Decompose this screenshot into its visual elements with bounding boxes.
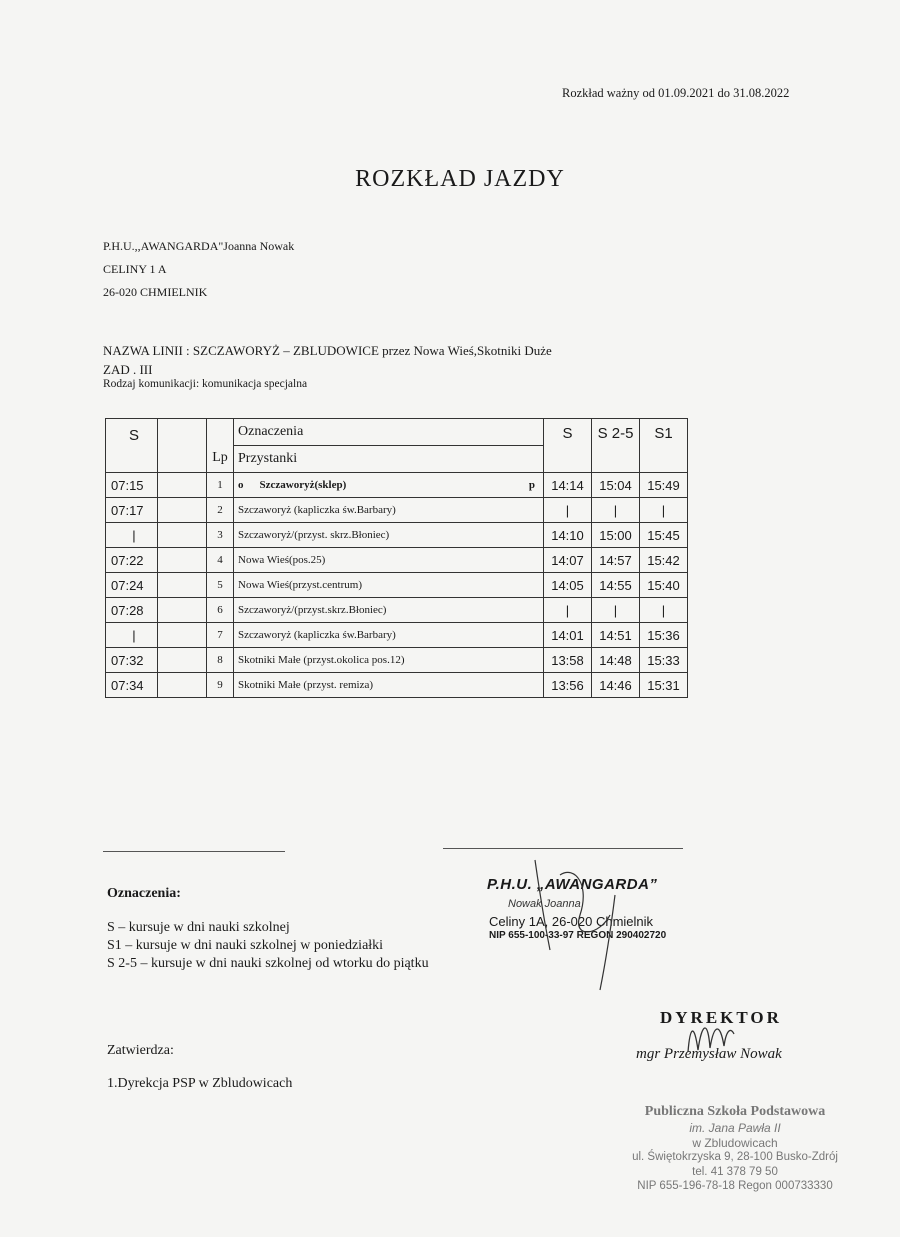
- time-s1: 15:40: [640, 573, 688, 598]
- table-row: [106, 498, 688, 523]
- stop-number: 9: [207, 673, 234, 698]
- school-stamp-line4: ul. Świętokrzyska 9, 28-100 Busko-Zdrój: [632, 1151, 838, 1163]
- legend-title: Oznaczenia:: [107, 886, 181, 901]
- stop-number: 1: [207, 473, 234, 498]
- header-blank: [158, 419, 207, 473]
- header-lp: Lp: [207, 419, 234, 473]
- stop-number: 6: [207, 598, 234, 623]
- blank-cell: [158, 523, 207, 548]
- stop-number: 3: [207, 523, 234, 548]
- stop-name: Szczaworyż(sklep): [259, 479, 347, 491]
- stop-number: 2: [207, 498, 234, 523]
- signature-icon: [520, 855, 640, 995]
- legend-item: S1 – kursuje w dni nauki szkolnej w poniedziałki: [107, 938, 384, 953]
- line-name: NAZWA LINII : SZCZAWORYŻ – ZBLUDOWICE przez Nowa Wieś,Skotniki Duże: [103, 343, 552, 358]
- school-stamp-line2: im. Jana Pawła II: [689, 1121, 781, 1135]
- time-s25: 14:55: [592, 573, 640, 598]
- time-s: 14:14: [544, 473, 592, 498]
- header-s-left: S: [106, 419, 158, 473]
- table-row: [106, 598, 688, 623]
- blank-cell: [158, 598, 207, 623]
- header-s25: S 2-5: [592, 419, 640, 473]
- stop-cell: [234, 548, 544, 573]
- time-s: |: [544, 598, 592, 623]
- school-stamp-line5: tel. 41 378 79 50: [692, 1166, 778, 1178]
- document-title: ROZKŁAD JAZDY: [355, 166, 565, 192]
- stop-cell: [234, 673, 544, 698]
- approval-item: 1.Dyrekcja PSP w Zbludowicach: [107, 1076, 293, 1091]
- divider-right: [443, 848, 683, 849]
- time-s1: 15:45: [640, 523, 688, 548]
- school-stamp-line3: w Zbludowicach: [692, 1136, 778, 1150]
- blank-cell: [158, 548, 207, 573]
- header-przystanki: Przystanki: [234, 446, 544, 473]
- legend-item: S – kursuje w dni nauki szkolnej: [107, 920, 290, 935]
- time-s25: 14:51: [592, 623, 640, 648]
- time-s: 14:05: [544, 573, 592, 598]
- stop-cell: [234, 473, 544, 498]
- time-s25: 14:46: [592, 673, 640, 698]
- departure-time: |: [106, 623, 158, 648]
- departure-time: 07:28: [106, 598, 158, 623]
- director-name: mgr Przemysław Nowak: [636, 1046, 782, 1062]
- header-s1: S1: [640, 419, 688, 473]
- departure-time: 07:32: [106, 648, 158, 673]
- table-row: [106, 623, 688, 648]
- stop-name: Skotniki Małe (przyst. remiza): [238, 679, 374, 691]
- school-stamp-line1: Publiczna Szkoła Podstawowa: [644, 1104, 826, 1119]
- company-address-1: CELINY 1 A: [103, 262, 167, 276]
- approval-label: Zatwierdza:: [107, 1043, 174, 1058]
- director-title: DYREKTOR: [660, 1008, 782, 1027]
- stop-cell: [234, 573, 544, 598]
- time-s25: 14:48: [592, 648, 640, 673]
- stop-cell: [234, 523, 544, 548]
- table-row: [106, 673, 688, 698]
- table-row: [106, 473, 688, 498]
- time-s1: 15:42: [640, 548, 688, 573]
- stop-number: 8: [207, 648, 234, 673]
- stop-name: Nowa Wieś(przyst.centrum): [238, 579, 362, 591]
- stop-name: Szczaworyż/(przyst.skrz.Błoniec): [238, 604, 387, 616]
- timetable: [105, 418, 688, 698]
- header-s: S: [544, 419, 592, 473]
- time-s1: |: [640, 598, 688, 623]
- blank-cell: [158, 623, 207, 648]
- time-s1: 15:33: [640, 648, 688, 673]
- time-s25: 14:57: [592, 548, 640, 573]
- blank-cell: [158, 498, 207, 523]
- legend-item: S 2-5 – kursuje w dni nauki szkolnej od wtorku do piątku: [107, 956, 429, 971]
- stop-cell: [234, 623, 544, 648]
- line-zad: ZAD . III: [103, 362, 153, 377]
- time-s: 14:10: [544, 523, 592, 548]
- stop-name: Szczaworyż (kapliczka św.Barbary): [238, 504, 396, 516]
- stop-number: 4: [207, 548, 234, 573]
- stop-name: Skotniki Małe (przyst.okolica pos.12): [238, 654, 405, 666]
- departure-time: 07:24: [106, 573, 158, 598]
- blank-cell: [158, 673, 207, 698]
- blank-cell: [158, 573, 207, 598]
- time-s: 13:58: [544, 648, 592, 673]
- time-s25: 15:04: [592, 473, 640, 498]
- divider-left: [103, 851, 285, 852]
- time-s1: 15:31: [640, 673, 688, 698]
- time-s: 13:56: [544, 673, 592, 698]
- stamp-company-address: Celiny 1A, 26-020 Chmielnik: [489, 914, 654, 929]
- table-row: [106, 573, 688, 598]
- stop-number: 5: [207, 573, 234, 598]
- blank-cell: [158, 473, 207, 498]
- time-s25: |: [592, 598, 640, 623]
- departure-time: 07:17: [106, 498, 158, 523]
- company-address-2: 26-020 CHMIELNIK: [103, 285, 208, 299]
- stamp-company-name: P.H.U. „AWANGARDA”: [487, 876, 658, 893]
- stamp-company-ids: NIP 655-100-33-97 REGON 290402720: [489, 930, 667, 941]
- time-s1: 15:49: [640, 473, 688, 498]
- company-name: P.H.U.,,AWANGARDA"Joanna Nowak: [103, 239, 295, 253]
- stop-marker: p: [528, 479, 535, 491]
- blank-cell: [158, 648, 207, 673]
- time-s: |: [544, 498, 592, 523]
- time-s25: 15:00: [592, 523, 640, 548]
- stop-name: Nowa Wieś(pos.25): [238, 554, 326, 566]
- stop-name: Szczaworyż/(przyst. skrz.Błoniec): [238, 529, 390, 541]
- school-stamp-line6: NIP 655-196-78-18 Regon 000733330: [637, 1180, 833, 1192]
- validity-date: Rozkład ważny od 01.09.2021 do 31.08.2022: [562, 86, 790, 100]
- departure-time: 07:22: [106, 548, 158, 573]
- line-type: Rodzaj komunikacji: komunikacja specjalna: [103, 378, 308, 390]
- stop-name: Szczaworyż (kapliczka św.Barbary): [238, 629, 396, 641]
- table-row: [106, 523, 688, 548]
- departure-time: 07:15: [106, 473, 158, 498]
- time-s1: 15:36: [640, 623, 688, 648]
- time-s25: |: [592, 498, 640, 523]
- departure-time: 07:34: [106, 673, 158, 698]
- time-s: 14:01: [544, 623, 592, 648]
- origin-marker: o: [238, 479, 244, 491]
- stop-cell: [234, 498, 544, 523]
- stop-cell: [234, 648, 544, 673]
- table-row: [106, 548, 688, 573]
- header-oznaczenia: Oznaczenia: [234, 419, 544, 446]
- time-s: 14:07: [544, 548, 592, 573]
- stop-cell: [234, 598, 544, 623]
- table-row: [106, 648, 688, 673]
- stop-number: 7: [207, 623, 234, 648]
- departure-time: |: [106, 523, 158, 548]
- stamp-company-owner: Nowak Joanna: [508, 898, 581, 910]
- time-s1: |: [640, 498, 688, 523]
